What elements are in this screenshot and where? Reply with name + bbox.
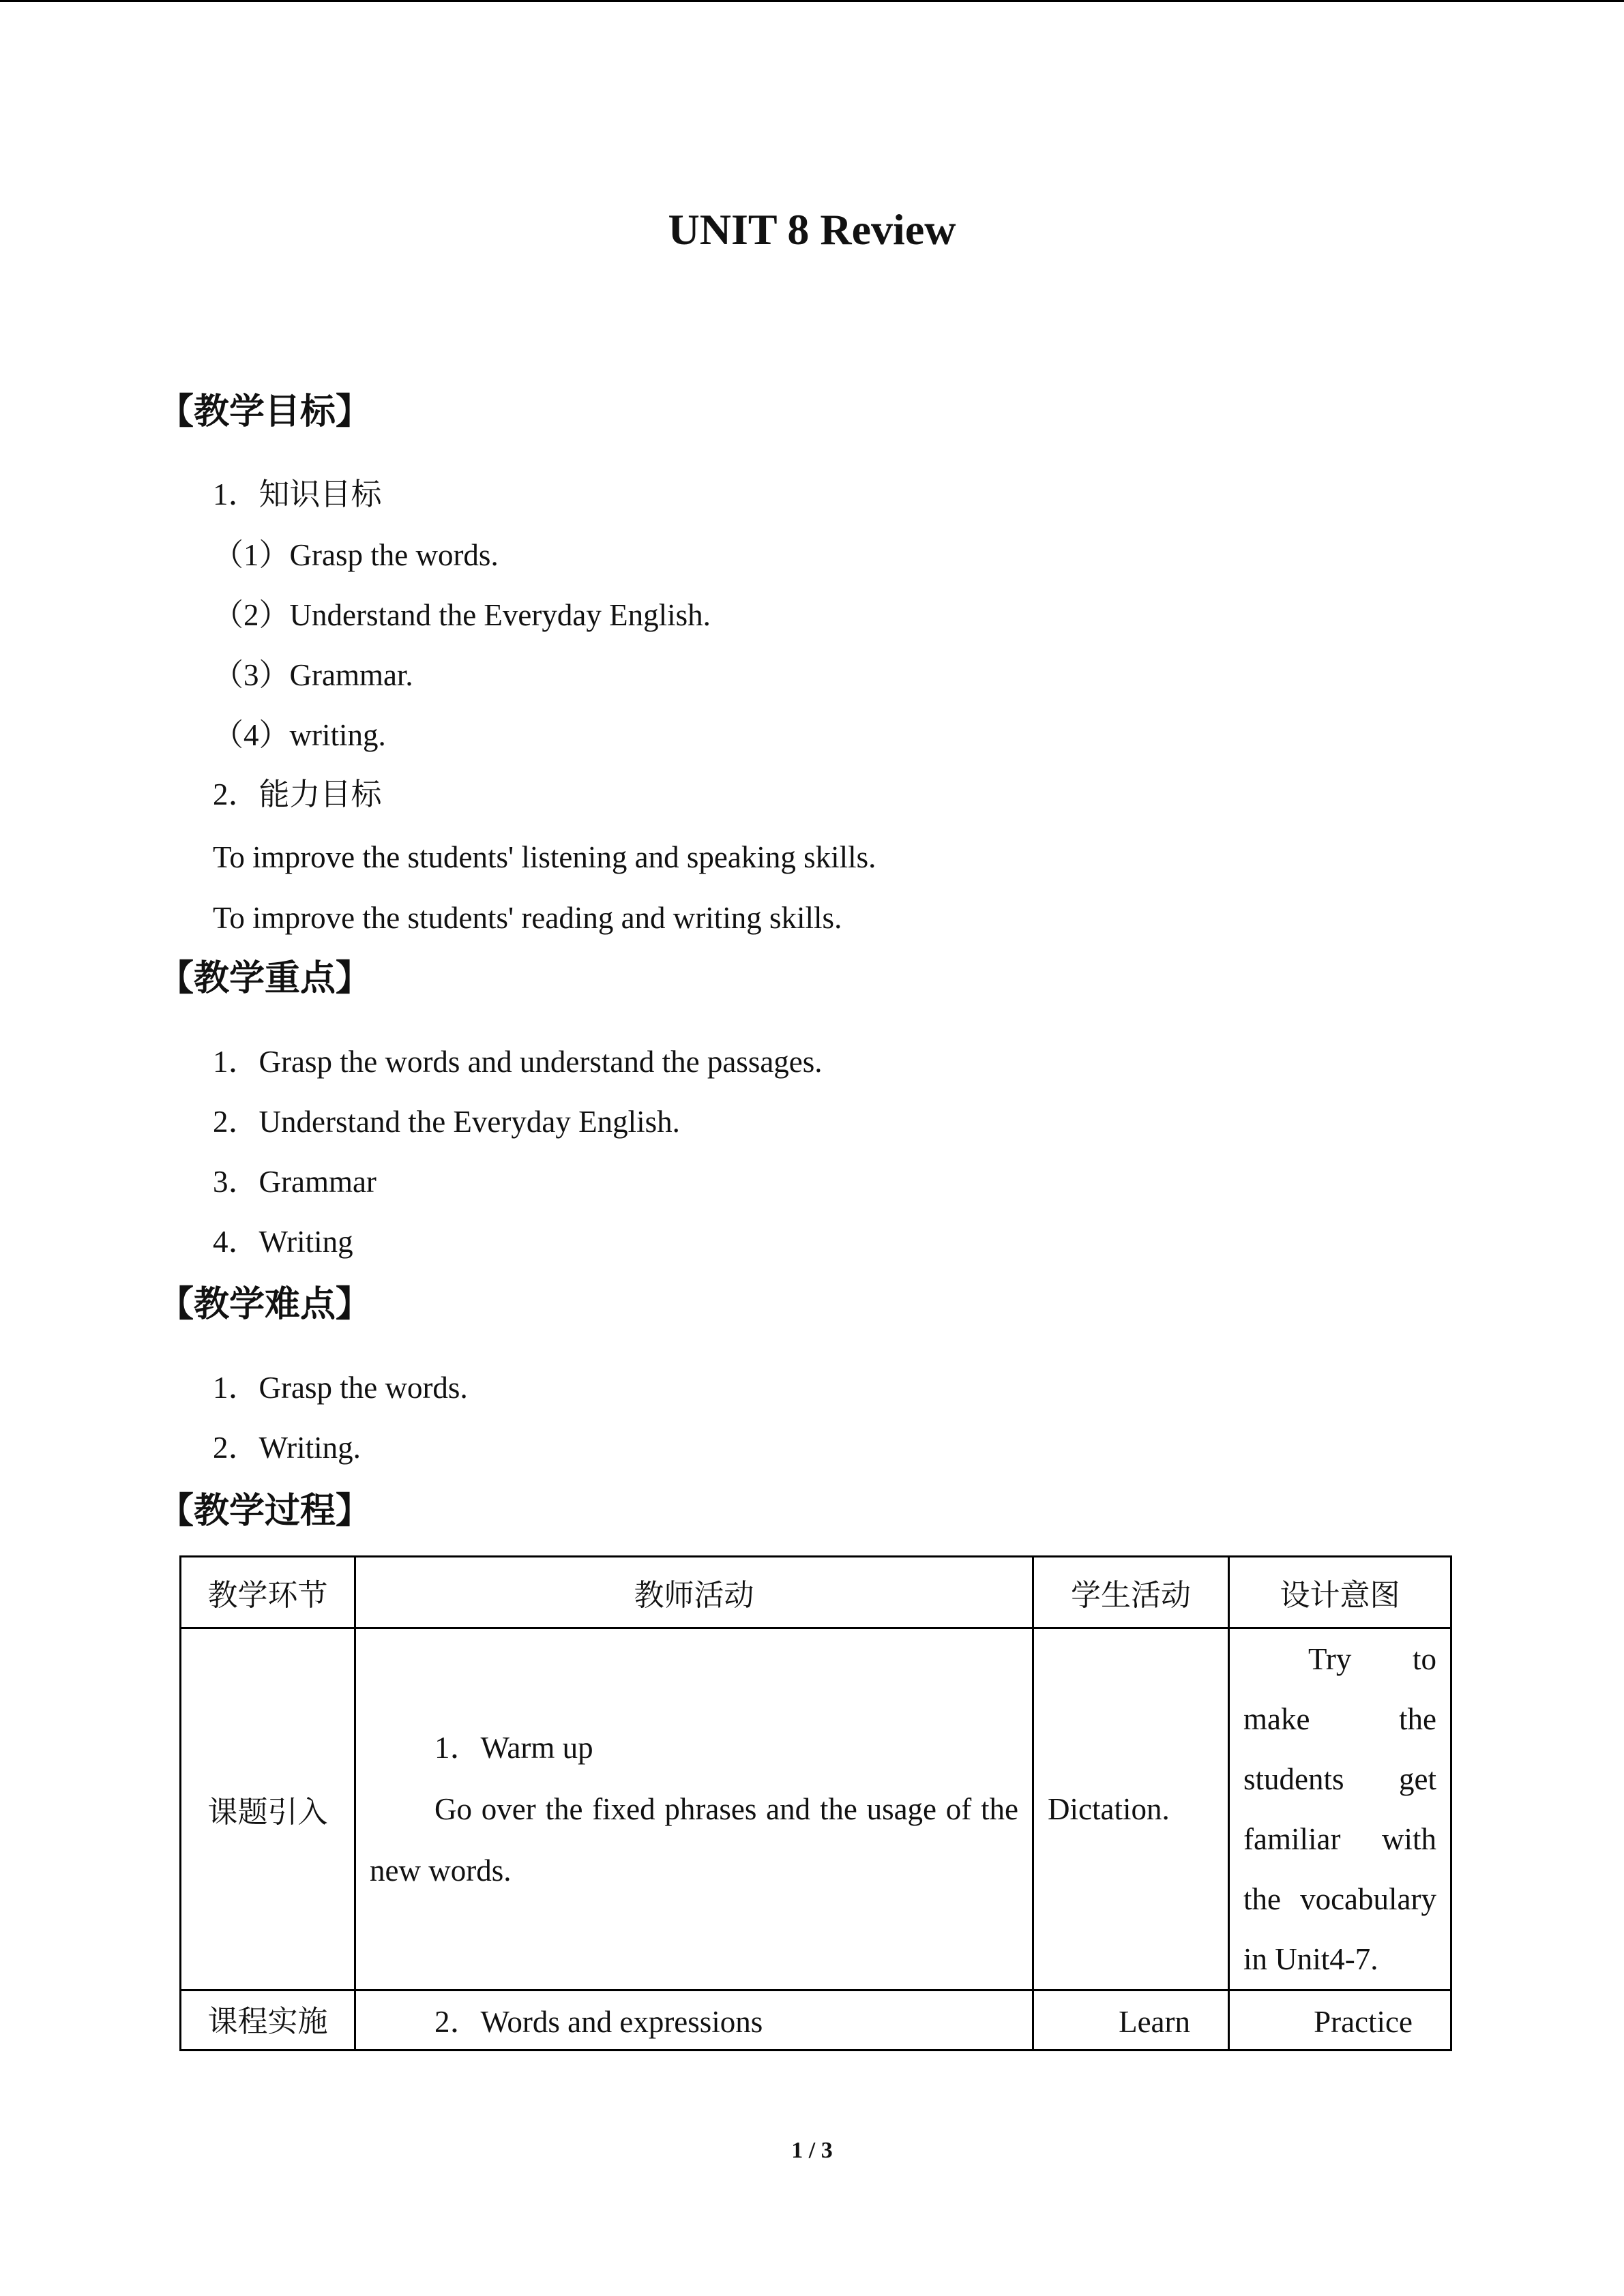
knowledge-item: （2）Understand the Everyday English. xyxy=(213,598,711,632)
knowledge-item: （4）writing. xyxy=(213,718,386,752)
stage-cell: 课程实施 xyxy=(181,1991,355,2051)
table-row xyxy=(181,1628,1451,1991)
knowledge-item: （1）Grasp the words. xyxy=(213,538,499,572)
top-border-line xyxy=(0,0,1624,2)
teacher-activity-line: Go over the fixed phrases and the usage of the new words. xyxy=(370,1792,1018,1888)
page-number: 1 / 3 xyxy=(791,2138,833,2163)
ability-item: To improve the students' listening and speaking skills. xyxy=(213,840,876,874)
heading-process: 【教学过程】 xyxy=(158,1491,372,1532)
intent-line: students get xyxy=(1243,1762,1436,1796)
table-row xyxy=(181,1991,1451,2051)
intent-line: the vocabulary xyxy=(1243,1882,1436,1916)
key-point-item: 4．Writing xyxy=(213,1225,353,1259)
student-activity-cell: Dictation. xyxy=(1033,1628,1229,1991)
design-intent-cell: Practice xyxy=(1229,1991,1451,2051)
ability-objective-title: 2．能力目标 xyxy=(213,777,382,811)
knowledge-objective-title: 1．知识目标 xyxy=(213,477,382,511)
header-stage: 教学环节 xyxy=(181,1557,355,1628)
student-activity-cell: Learn xyxy=(1033,1991,1229,2051)
key-point-item: 3．Grammar xyxy=(213,1165,377,1199)
teaching-process-table xyxy=(179,1555,1452,2051)
heading-key-points: 【教学重点】 xyxy=(158,958,372,999)
teacher-activity-line: 1．Warm up xyxy=(434,1731,593,1765)
intent-line: Try to xyxy=(1308,1642,1436,1676)
intent-line: familiar with xyxy=(1243,1822,1436,1856)
knowledge-item: （3）Grammar. xyxy=(213,658,413,692)
teacher-activity-cell xyxy=(355,1628,1033,1991)
design-intent-cell xyxy=(1229,1628,1451,1991)
header-student-activity: 学生活动 xyxy=(1033,1557,1229,1628)
ability-item: To improve the students' reading and writing skills. xyxy=(213,901,842,935)
intent-line: make the xyxy=(1243,1702,1436,1736)
difficulty-item: 1．Grasp the words. xyxy=(213,1371,468,1405)
table-header-row xyxy=(181,1557,1451,1628)
heading-difficulties: 【教学难点】 xyxy=(158,1284,372,1325)
key-point-item: 1．Grasp the words and understand the passages. xyxy=(213,1045,823,1079)
header-design-intent: 设计意图 xyxy=(1229,1557,1451,1628)
key-point-item: 2．Understand the Everyday English. xyxy=(213,1105,680,1139)
header-teacher-activity: 教师活动 xyxy=(355,1557,1033,1628)
difficulty-item: 2．Writing. xyxy=(213,1431,361,1465)
teacher-activity-cell: 2．Words and expressions xyxy=(355,1991,1033,2051)
intent-line: in Unit4-7. xyxy=(1243,1942,1378,1976)
heading-objectives: 【教学目标】 xyxy=(158,391,372,432)
document-title: UNIT 8 Review xyxy=(668,205,956,254)
stage-cell: 课题引入 xyxy=(181,1628,355,1991)
